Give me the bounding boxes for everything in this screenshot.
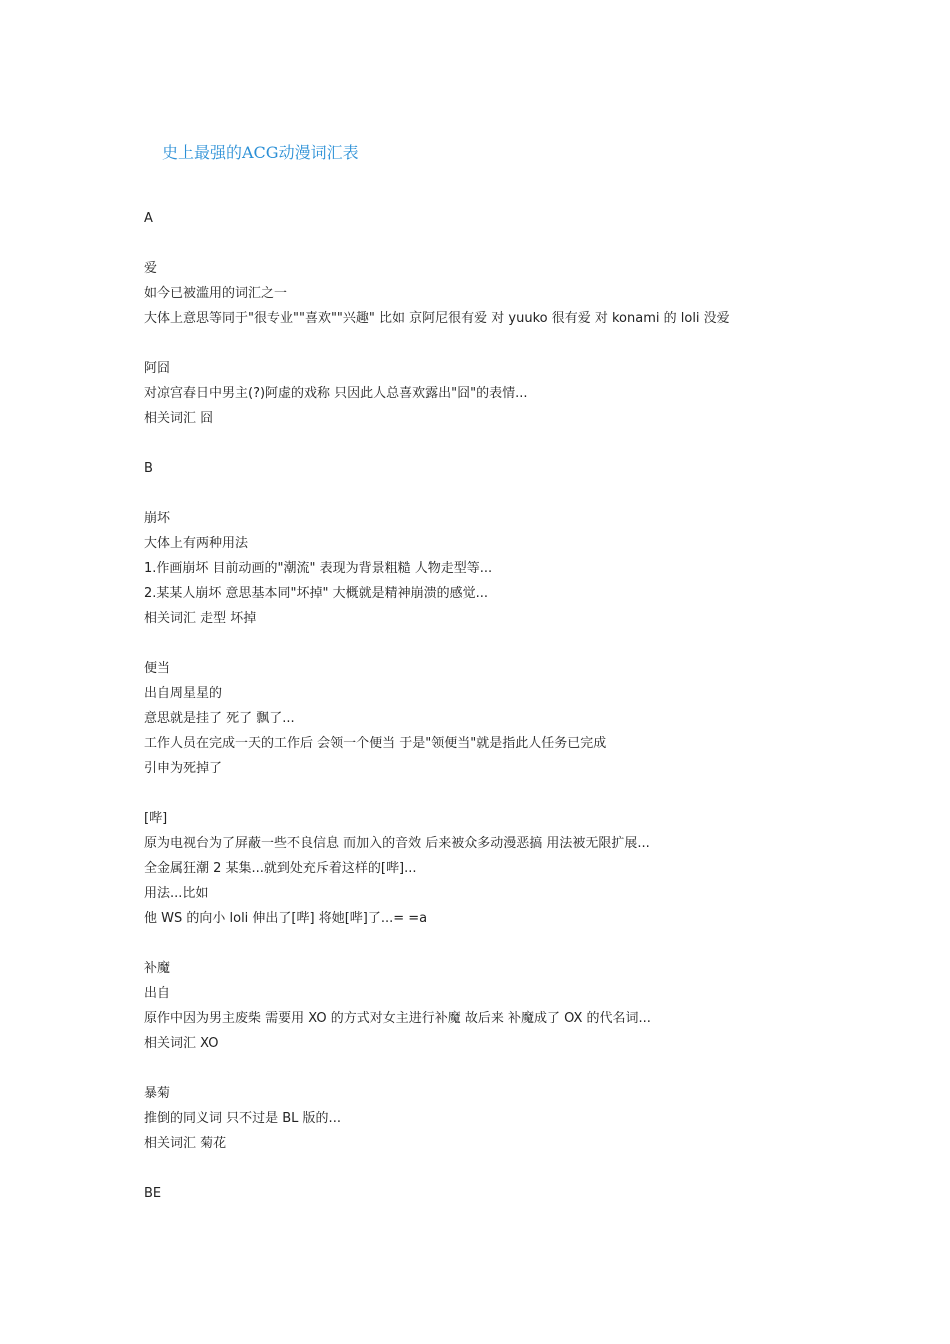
spacer [144, 1156, 844, 1181]
spacer [144, 1056, 844, 1081]
entry-line: 原作中因为男主废柴 需要用 XO 的方式对女主进行补魔 故后来 补魔成了 OX 的代名词... [144, 1011, 651, 1026]
spacer [144, 631, 844, 656]
entry-line: 2.某某人崩坏 意思基本同"坏掉" 大概就是精神崩溃的感觉... [144, 586, 489, 601]
entry-line: 工作人员在完成一天的工作后 会领一个便当 于是"领便当"就是指此人任务已完成 [144, 736, 607, 751]
spacer [144, 431, 844, 456]
entry-line: 如今已被滥用的词汇之一 [144, 286, 288, 301]
entry-line: 大体上意思等同于"很专业""喜欢""兴趣" 比如 京阿尼很有爱 对 yuuko 很有爱 对 konami 的 loli 没爱 [144, 311, 730, 326]
entry-term: BE [144, 1186, 162, 1201]
spacer [144, 331, 844, 356]
glossary-content [144, 206, 844, 1206]
section-letter: B [144, 461, 153, 476]
entry-term: 暴菊 [144, 1086, 171, 1101]
entry-line: 全金属狂潮 2 某集...就到处充斥着这样的[哔]... [144, 861, 417, 876]
entry-line: 推倒的同义词 只不过是 BL 版的... [144, 1111, 341, 1126]
entry-line: 对凉宫春日中男主(?)阿虚的戏称 只因此人总喜欢露出"囧"的表情... [144, 386, 528, 401]
section-letter: A [144, 211, 153, 226]
entry-line: 相关词汇 XO [144, 1036, 219, 1051]
entry-term: 爱 [144, 261, 158, 276]
entry-line: 出自 [144, 986, 171, 1001]
entry-term: 补魔 [144, 961, 171, 976]
entry-line: 他 WS 的向小 loli 伸出了[哔] 将她[哔]了...= =a [144, 911, 428, 926]
entry-term: [哔] [144, 811, 168, 826]
spacer [144, 931, 844, 956]
entry-line: 1.作画崩坏 目前动画的"潮流" 表现为背景粗糙 人物走型等... [144, 561, 493, 576]
entry-term: 阿囧 [144, 361, 171, 376]
spacer [144, 231, 844, 256]
spacer [144, 781, 844, 806]
entry-line: 引申为死掉了 [144, 761, 223, 776]
entry-line: 用法...比如 [144, 886, 209, 901]
spacer [144, 481, 844, 506]
entry-line: 出自周星星的 [144, 686, 223, 701]
entry-line: 大体上有两种用法 [144, 536, 249, 551]
entry-term: 崩坏 [144, 511, 171, 526]
entry-line: 相关词汇 走型 坏掉 [144, 611, 257, 626]
entry-line: 相关词汇 囧 [144, 411, 214, 426]
page-title: 史上最强的ACG动漫词汇表 [162, 143, 359, 162]
entry-term: 便当 [144, 661, 171, 676]
entry-line: 意思就是挂了 死了 飘了... [144, 711, 295, 726]
entry-line: 相关词汇 菊花 [144, 1136, 227, 1151]
entry-line: 原为电视台为了屏蔽一些不良信息 而加入的音效 后来被众多动漫恶搞 用法被无限扩展... [144, 836, 650, 851]
